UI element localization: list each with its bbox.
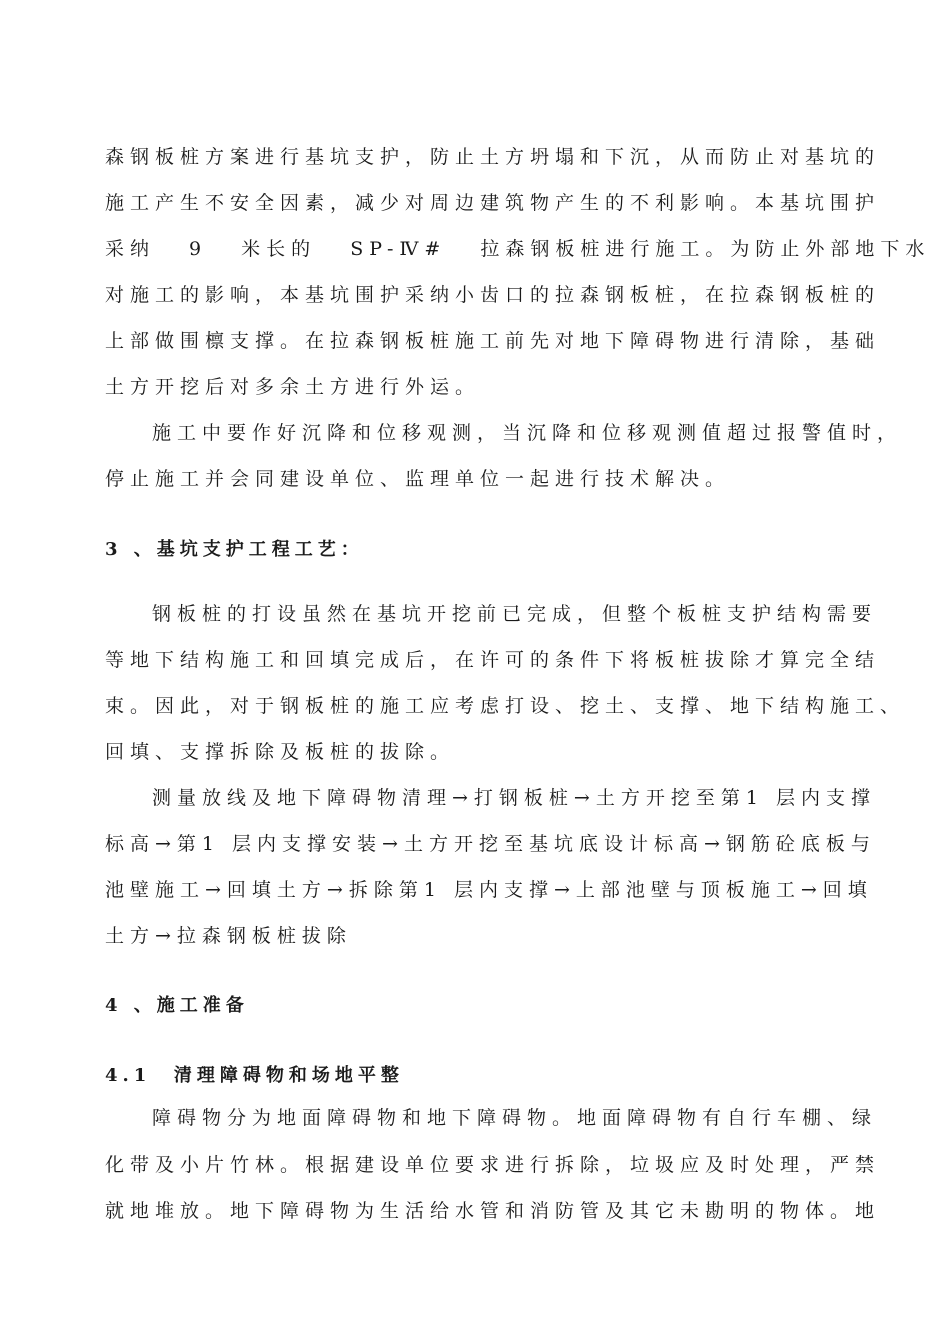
paragraph-line: 施工中要作好沉降和位移观测，当沉降和位移观测值超过报警值时， xyxy=(152,422,903,444)
paragraph-line: 停止施工并会同建设单位、监理单位一起进行技术解决。 xyxy=(105,468,731,490)
paragraph-line: 土方开挖后对多余土方进行外运。 xyxy=(105,376,481,398)
paragraph-line: 森钢板桩方案进行基坑支护，防止土方坍塌和下沉，从而防止对基坑的 xyxy=(105,146,881,168)
section-heading-3: 3 、基坑支护工程工艺： xyxy=(105,539,364,560)
section-heading-4: 4 、施工准备 xyxy=(105,995,249,1016)
paragraph-line: 对施工的影响，本基坑围护采纳小齿口的拉森钢板桩，在拉森钢板桩的 xyxy=(105,284,881,306)
paragraph-line: 化带及小片竹林。根据建设单位要求进行拆除，垃圾应及时处理，严禁 xyxy=(105,1154,881,1176)
paragraph-line: 钢板桩的打设虽然在基坑开挖前已完成，但整个板桩支护结构需要 xyxy=(152,603,878,625)
paragraph-line: 土方→拉森钢板桩拔除 xyxy=(105,925,352,947)
paragraph-line: 上部做围檩支撑。在拉森钢板桩施工前先对地下障碍物进行清除，基础 xyxy=(105,330,881,352)
paragraph-line: 回填、支撑拆除及板桩的拔除。 xyxy=(105,741,456,763)
paragraph-line: 施工产生不安全因素，减少对周边建筑物产生的不利影响。本基坑围护 xyxy=(105,192,881,214)
paragraph-line: 束。因此，对于钢板桩的施工应考虑打设、挖土、支撑、地下结构施工、 xyxy=(105,695,906,717)
paragraph-line: 采纳 9 米长的 SP-Ⅳ# 拉森钢板桩进行施工。为防止外部地下水 xyxy=(105,238,931,260)
paragraph-line: 障碍物分为地面障碍物和地下障碍物。地面障碍物有自行车棚、绿 xyxy=(152,1107,878,1129)
paragraph-line: 等地下结构施工和回填完成后，在许可的条件下将板桩拔除才算完全结 xyxy=(105,649,881,671)
section-heading-4-1: 4.1 清理障碍物和场地平整 xyxy=(105,1065,404,1086)
paragraph-line: 测量放线及地下障碍物清理→打钢板桩→土方开挖至第1 层内支撑 xyxy=(152,787,876,809)
paragraph-line: 标高→第1 层内支撑安装→土方开挖至基坑底设计标高→钢筋砼底板与 xyxy=(105,833,876,855)
paragraph-line: 池壁施工→回填土方→拆除第1 层内支撑→上部池壁与顶板施工→回填 xyxy=(105,879,873,901)
paragraph-line: 就地堆放。地下障碍物为生活给水管和消防管及其它未勘明的物体。地 xyxy=(105,1200,881,1222)
